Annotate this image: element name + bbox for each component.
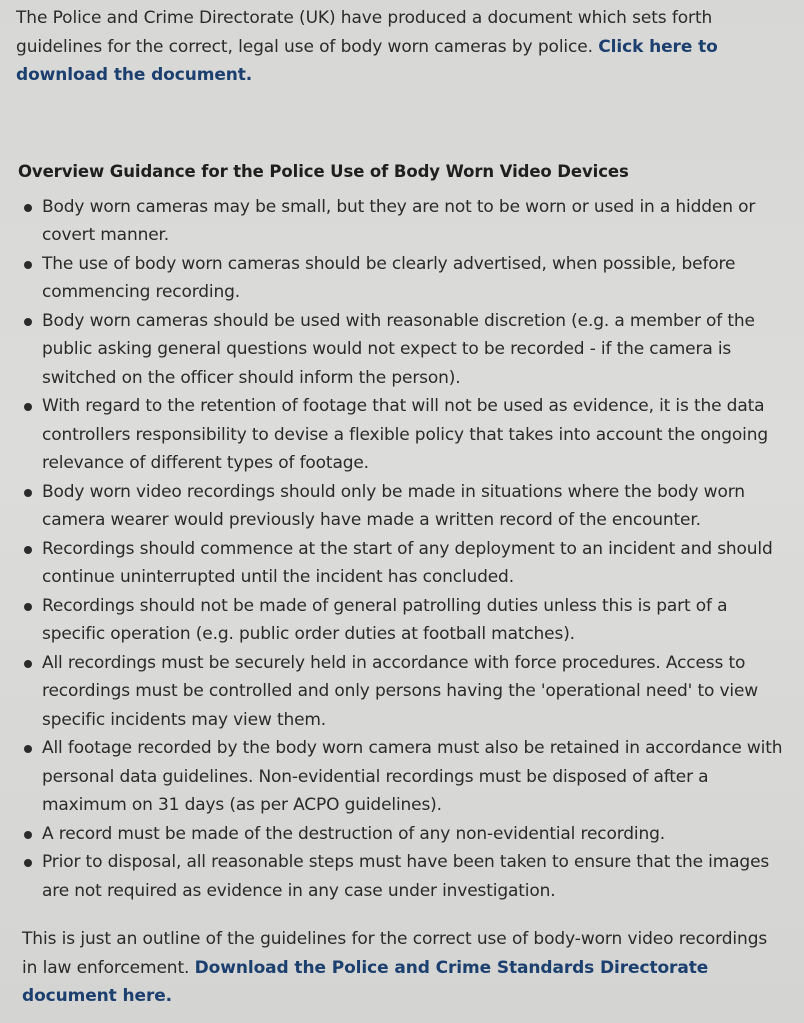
download-document-link[interactable]: Click here to download the document. — [16, 36, 718, 85]
intro-text: The Police and Crime Directorate (UK) have produced a document which sets forth guidelines for the correct, legal use of body worn cameras by police. — [16, 8, 713, 57]
intro-paragraph — [16, 4, 786, 90]
bullet-icon — [24, 745, 32, 753]
bullet-icon — [24, 859, 32, 867]
list-item-text: Body worn cameras should be used with reasonable discretion (e.g. a member of the public asking general questions would not expect to be recorded - if the camera is switched on the officer should inform the person). — [42, 310, 755, 388]
list-item — [16, 592, 786, 649]
list-item — [16, 307, 786, 393]
list-item-text: Body worn video recordings should only be made in situations where the body worn camera wearer would previously have made a written record of the encounter. — [42, 481, 745, 530]
bullet-icon — [24, 660, 32, 668]
list-item — [16, 193, 786, 250]
list-item — [16, 535, 786, 592]
bullet-icon — [24, 603, 32, 611]
list-item-text: Prior to disposal, all reasonable steps must have been taken to ensure that the images are not required as evidence in any case under investigation. — [42, 852, 770, 901]
list-item-text: Recordings should not be made of general patrolling duties unless this is part of a specific operation (e.g. public order duties at football matches). — [42, 595, 728, 644]
list-item — [16, 250, 786, 307]
bullet-icon — [24, 204, 32, 212]
bullet-icon — [24, 403, 32, 411]
bullet-icon — [24, 546, 32, 554]
bullet-icon — [24, 318, 32, 326]
list-item-text: A record must be made of the destruction of any non-evidential recording. — [42, 823, 666, 844]
list-item-text: All footage recorded by the body worn camera must also be retained in accordance with personal data guidelines. Non-evidential recordings must be disposed of after a maximum on 31 days (as per ACPO guidelines). — [42, 738, 783, 815]
list-item — [16, 848, 786, 905]
section-heading: Overview Guidance for the Police Use of Body Worn Video Devices — [18, 161, 629, 181]
bullet-icon — [24, 489, 32, 497]
list-item — [16, 478, 786, 535]
bullet-icon — [24, 831, 32, 839]
list-item-text: Recordings should commence at the start of any deployment to an incident and should continue uninterrupted until the incident has concluded. — [42, 538, 773, 587]
list-item-text: All recordings must be securely held in accordance with force procedures. Access to recordings must be controlled and only persons having the 'operational need' to view specific incidents may view them. — [42, 652, 759, 730]
download-standards-document-link[interactable]: Download the Police and Crime Standards Directorate document here. — [22, 957, 709, 1006]
list-item — [16, 734, 786, 820]
list-item-text: The use of body worn cameras should be clearly advertised, when possible, before commencing recording. — [42, 253, 736, 302]
list-item — [16, 392, 786, 478]
list-item — [16, 649, 786, 735]
list-item-text: Body worn cameras may be small, but they are not to be worn or used in a hidden or covert manner. — [42, 196, 756, 245]
outro-text: This is just an outline of the guidelines for the correct use of body-worn video recordings in law enforcement. — [22, 929, 768, 978]
list-item-text: With regard to the retention of footage that will not be used as evidence, it is the data controllers responsibility to devise a flexible policy that takes into account the ongoing relevance of different types of footage. — [42, 396, 768, 473]
bullet-icon — [24, 261, 32, 269]
list-item — [16, 820, 786, 849]
outro-paragraph — [22, 925, 786, 1011]
guidelines-list — [16, 193, 786, 906]
